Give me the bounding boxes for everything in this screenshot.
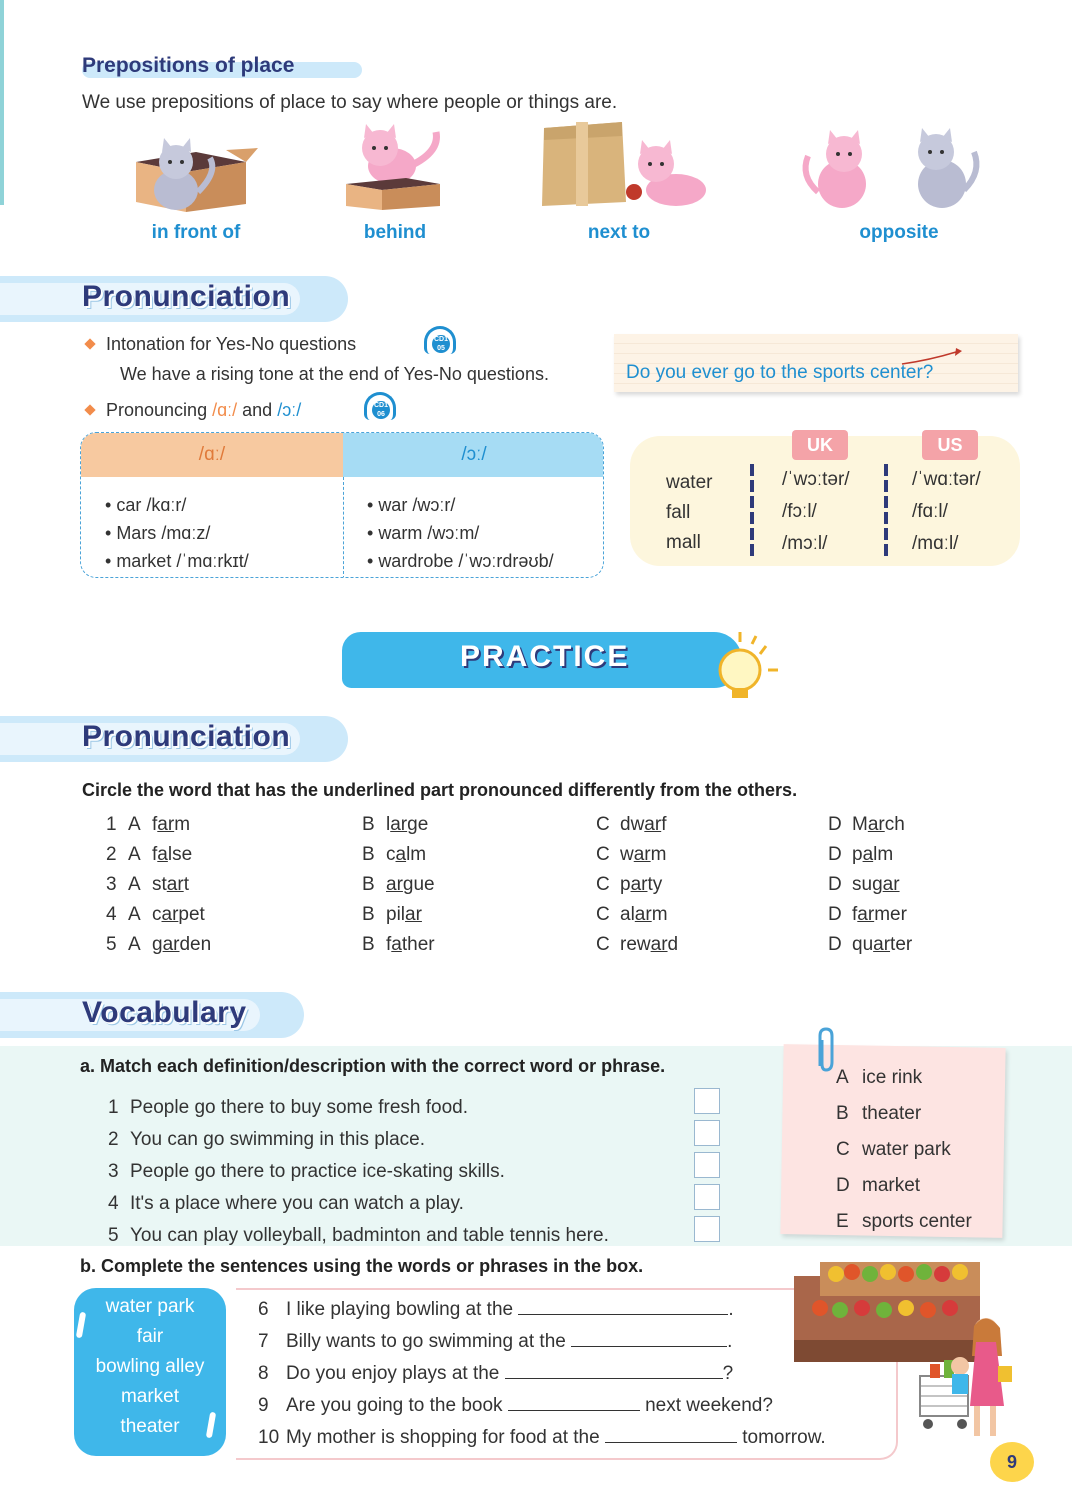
question-2-b[interactable]: B calm (362, 844, 427, 865)
word-box-list: water park fair bowling alley market theater (95, 1296, 205, 1437)
list-item: • wardrobe /ˈwɔːrdrəʊb/ (367, 551, 554, 571)
question-5-a[interactable]: 5 A garden (106, 934, 212, 955)
list-item: 5 You can play volleyball, badminton and table tennis here. (108, 1225, 609, 1246)
question-3-d[interactable]: D sugar (828, 874, 900, 895)
question-2-d[interactable]: D palm (828, 844, 894, 865)
intonation-text: We have a rising tone at the end of Yes-No questions. (120, 364, 549, 384)
example-question: Do you ever go to the sports center? (626, 362, 934, 383)
uk-tag: UK (792, 430, 848, 460)
option-d: D market (836, 1175, 921, 1196)
pronunciation-heading-bar (0, 276, 348, 322)
option-a: A ice rink (836, 1067, 923, 1088)
cats-opposite-illustration (796, 126, 986, 216)
vocabulary-heading: Vocabulary (82, 996, 247, 1029)
blank-input[interactable] (571, 1333, 727, 1347)
cat-in-front-of-box-illustration (126, 132, 262, 216)
example-question-note (614, 334, 1018, 392)
options-list (836, 1060, 972, 1240)
question-2-a[interactable]: 2 A false (106, 844, 193, 865)
intonation-bullet: Intonation for Yes-No questions (86, 334, 356, 355)
sentence-7: 7 Billy wants to go swimming at the . (258, 1331, 733, 1352)
option-c: C water park (836, 1139, 951, 1160)
blank-input[interactable] (505, 1365, 723, 1379)
pronunciation-heading: Pronunciation (82, 280, 291, 313)
headphones-icon[interactable]: CD1 06 (364, 392, 396, 420)
definitions-list (108, 1092, 609, 1252)
answer-box-4[interactable] (694, 1184, 720, 1210)
vocabulary-a-instruction: a. Match each definition/description with the correct word or phrase. (80, 1056, 666, 1076)
pronouncing-bullet: Pronouncing /ɑː/ and /ɔː/ (86, 400, 301, 421)
list-item: • car /kɑːr/ (105, 495, 187, 515)
vocabulary-heading-bar (0, 992, 304, 1038)
label-next-to: next to (587, 222, 651, 243)
pronunciation-heading-2: Pronunciation (82, 720, 291, 753)
us-tag: US (922, 430, 978, 460)
prepositions-title: Prepositions of place (78, 52, 364, 82)
question-4-b[interactable]: B pilar (362, 904, 422, 925)
option-b: B theater (836, 1103, 922, 1124)
divider (884, 464, 888, 560)
question-4-d[interactable]: D farmer (828, 904, 907, 925)
vocabulary-b-instruction: b. Complete the sentences using the words or phrases in the box. (80, 1256, 644, 1276)
sentence-6: 6 I like playing bowling at the . (258, 1299, 734, 1320)
page-number: 9 (990, 1442, 1034, 1482)
question-2-c[interactable]: C warm (596, 844, 667, 865)
lightbulb-icon (700, 626, 784, 706)
question-5-b[interactable]: B father (362, 934, 435, 955)
answer-box-3[interactable] (694, 1152, 720, 1178)
divider (750, 464, 754, 560)
list-item: 4 It's a place where you can watch a play. (108, 1193, 464, 1214)
edge-strip (0, 0, 4, 205)
question-1-c[interactable]: C dwarf (596, 814, 667, 835)
question-3-b[interactable]: B argue (362, 874, 435, 895)
sentence-10: 10 My mother is shopping for food at the tomorrow. (258, 1427, 826, 1448)
cat-next-to-box-illustration (536, 118, 712, 214)
sound-o-list (367, 491, 554, 575)
option-e: E sports center (836, 1211, 972, 1232)
label-behind: behind (363, 222, 427, 243)
sentence-8: 8 Do you enjoy plays at the ? (258, 1363, 734, 1384)
word-list: water fall mall (666, 472, 713, 553)
answer-box-5[interactable] (694, 1216, 720, 1242)
list-item: 1 People go there to buy some fresh food. (108, 1097, 468, 1118)
question-5-c[interactable]: C reward (596, 934, 679, 955)
list-item: • warm /wɔːm/ (367, 523, 480, 543)
sentences-list (258, 1294, 826, 1454)
list-item: 3 People go there to practice ice-skating skills. (108, 1161, 505, 1182)
us-transcriptions: /ˈwɑːtər/ /fɑːl/ /mɑːl/ (912, 469, 981, 554)
list-item: • Mars /mɑːz/ (105, 523, 211, 543)
practice-banner: PRACTICE (342, 632, 742, 688)
list-item: 2 You can go swimming in this place. (108, 1129, 426, 1150)
label-opposite: opposite (859, 222, 939, 243)
question-4-a[interactable]: 4 A carpet (106, 904, 205, 925)
uk-transcriptions: /ˈwɔːtər/ /fɔːl/ /mɔːl/ (782, 469, 850, 554)
blank-input[interactable] (518, 1301, 728, 1315)
list-item: • war /wɔːr/ (367, 495, 456, 515)
question-3-a[interactable]: 3 A start (106, 874, 189, 895)
sound-a-header: /ɑː/ (81, 433, 343, 477)
sound-a-list (105, 491, 249, 575)
headphones-icon[interactable]: CD1 05 (424, 326, 456, 354)
sound-table (80, 432, 604, 578)
question-1-a[interactable]: 1 A farm (106, 814, 191, 835)
question-1-d[interactable]: D March (828, 814, 905, 835)
prepositions-intro: We use prepositions of place to say where people or things are. (82, 92, 618, 113)
answer-box-2[interactable] (694, 1120, 720, 1146)
question-4-c[interactable]: C alarm (596, 904, 668, 925)
question-5-d[interactable]: D quarter (828, 934, 913, 955)
pronunciation-instruction: Circle the word that has the underlined part pronounced differently from the others. (82, 780, 798, 800)
sentence-9: 9 Are you going to the book next weekend? (258, 1395, 773, 1416)
diamond-bullet-icon (84, 338, 95, 349)
list-item: • market /ˈmɑːrkɪt/ (105, 551, 249, 571)
market-shopping-illustration (790, 1256, 1030, 1446)
blank-input[interactable] (605, 1429, 737, 1443)
pronunciation-exercise (106, 814, 966, 964)
question-3-c[interactable]: C party (596, 874, 663, 895)
cat-behind-box-illustration (340, 122, 450, 212)
diamond-bullet-icon (84, 404, 95, 415)
rising-arrow-icon (900, 348, 964, 368)
blank-input[interactable] (508, 1397, 640, 1411)
label-in-front-of: in front of (151, 222, 241, 243)
paperclip-icon (814, 1026, 836, 1074)
question-1-b[interactable]: B large (362, 814, 429, 835)
pronunciation-heading-bar-2 (0, 716, 348, 762)
answer-box-1[interactable] (694, 1088, 720, 1114)
sound-o-header: /ɔː/ (343, 433, 604, 477)
